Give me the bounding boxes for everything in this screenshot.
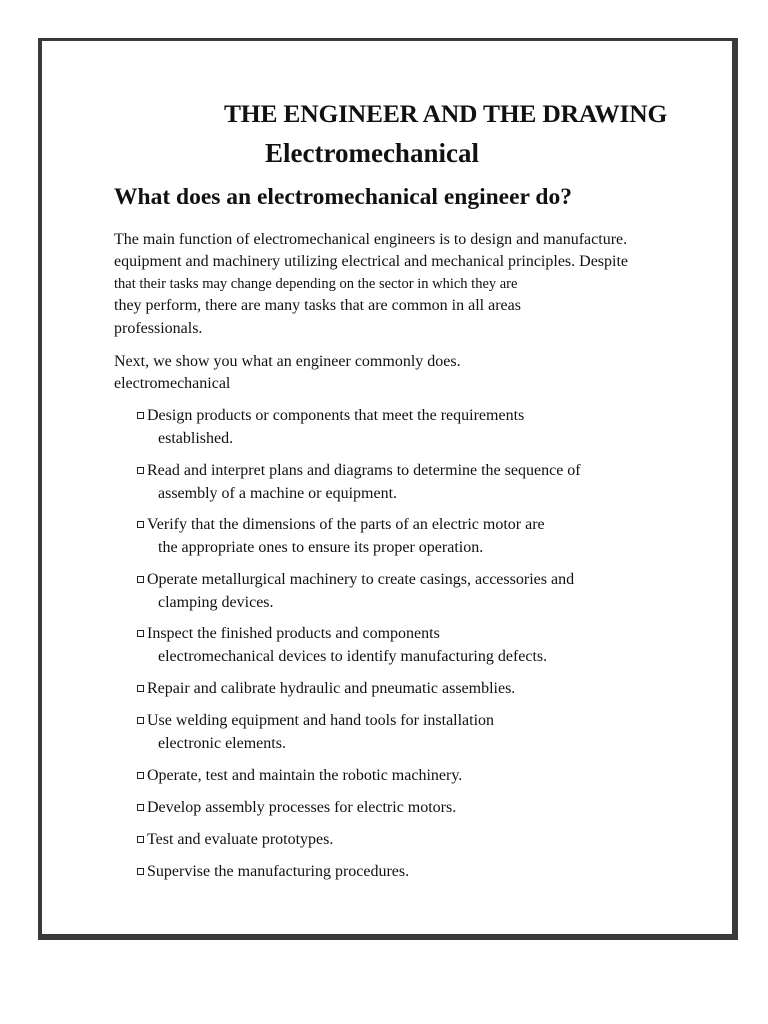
bullet-square-icon xyxy=(137,836,144,843)
task-line xyxy=(137,460,657,483)
intro-line: equipment and machinery utilizing electrical and mechanical principles. Despite xyxy=(114,253,629,270)
bullet-square-icon xyxy=(137,630,144,637)
bullet-square-icon xyxy=(137,717,144,724)
section-heading: What does an electromechanical engineer do? xyxy=(114,184,572,210)
task-line xyxy=(137,861,657,884)
bullet-square-icon xyxy=(137,804,144,811)
task-text-continued: electromechanical devices to identify manufacturing defects. xyxy=(158,647,548,665)
bullet-square-icon xyxy=(137,868,144,875)
task-text-continued: clamping devices. xyxy=(158,593,274,611)
task-list-item xyxy=(137,861,657,884)
bullet-square-icon xyxy=(137,412,144,419)
task-text: Operate metallurgical machinery to create casings, accessories and xyxy=(147,571,575,588)
task-text: Use welding equipment and hand tools for installation xyxy=(147,712,495,729)
task-list-item xyxy=(137,797,657,820)
bullet-square-icon xyxy=(137,576,144,583)
task-line xyxy=(137,569,657,592)
task-text: Verify that the dimensions of the parts of an electric motor are xyxy=(147,516,545,533)
task-text: Operate, test and maintain the robotic machinery. xyxy=(147,767,463,784)
task-list-item xyxy=(137,569,657,614)
task-line xyxy=(137,797,657,820)
task-text: Develop assembly processes for electric motors. xyxy=(147,799,457,816)
task-line xyxy=(137,710,657,733)
intro-line: they perform, there are many tasks that are common in all areas xyxy=(114,297,521,314)
task-text-continued: the appropriate ones to ensure its proper operation. xyxy=(158,538,484,556)
next-line: Next, we show you what an engineer commonly does. xyxy=(114,353,461,370)
document-subtitle: Electromechanical xyxy=(265,138,479,168)
task-line xyxy=(137,765,657,788)
task-list-item xyxy=(137,623,657,668)
document-title: THE ENGINEER AND THE DRAWING xyxy=(224,99,668,128)
task-list-item xyxy=(137,829,657,852)
bullet-square-icon xyxy=(137,521,144,528)
task-list-item xyxy=(137,765,657,788)
task-list-item xyxy=(137,678,657,701)
task-line xyxy=(137,678,657,701)
task-line xyxy=(137,623,657,646)
next-line: electromechanical xyxy=(114,375,231,392)
task-line xyxy=(137,405,657,428)
task-line xyxy=(137,514,657,537)
task-text: Test and evaluate prototypes. xyxy=(147,831,334,848)
bullet-square-icon xyxy=(137,772,144,779)
task-text: Design products or components that meet the requirements xyxy=(147,407,525,424)
task-list-item xyxy=(137,460,657,505)
task-line xyxy=(137,829,657,852)
task-text-continued: electronic elements. xyxy=(158,734,286,752)
bullet-square-icon xyxy=(137,685,144,692)
task-text-continued: assembly of a machine or equipment. xyxy=(158,484,398,502)
intro-line: that their tasks may change depending on the sector in which they are xyxy=(114,276,518,292)
intro-line: professionals. xyxy=(114,320,203,337)
task-text: Repair and calibrate hydraulic and pneumatic assemblies. xyxy=(147,680,516,697)
task-text: Read and interpret plans and diagrams to determine the sequence of xyxy=(147,462,581,479)
task-text: Inspect the finished products and components xyxy=(147,625,440,642)
bullet-square-icon xyxy=(137,467,144,474)
task-list-item xyxy=(137,405,657,450)
task-text: Supervise the manufacturing procedures. xyxy=(147,863,410,880)
task-text-continued: established. xyxy=(158,429,234,447)
intro-line: The main function of electromechanical engineers is to design and manufacture. xyxy=(114,231,628,248)
task-list-item xyxy=(137,514,657,559)
task-list-item xyxy=(137,710,657,755)
